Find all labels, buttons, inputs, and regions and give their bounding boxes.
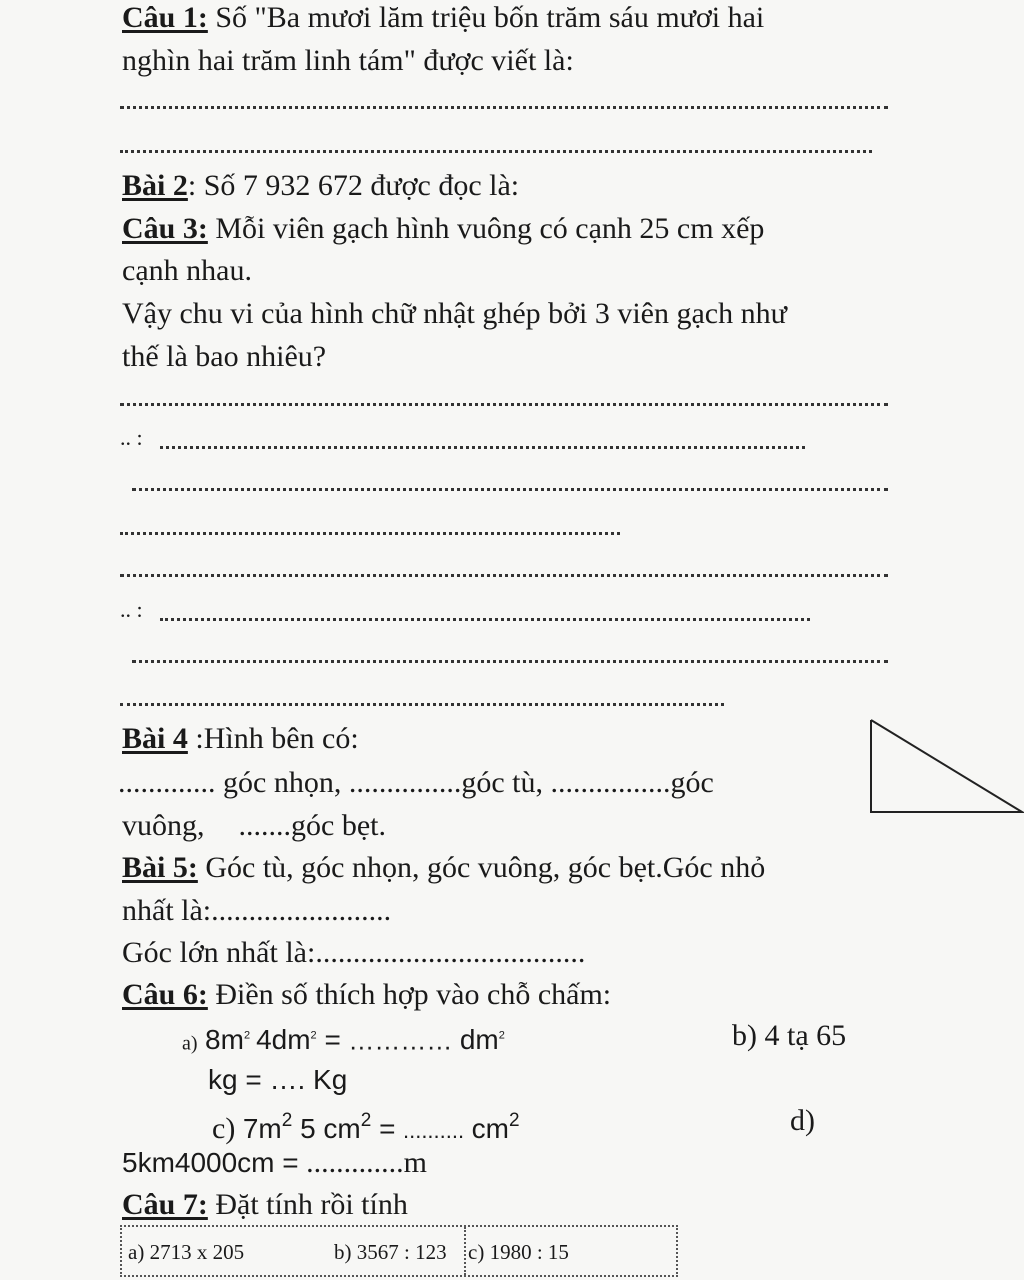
q4-text: :Hình bên có: — [187, 722, 359, 755]
q5-label: Bài 5: — [122, 851, 198, 884]
q3-text-line2: cạnh nhau. — [122, 254, 252, 287]
q7-table — [120, 1225, 678, 1277]
q4-straight: góc bẹt. — [291, 809, 386, 842]
q6-b-text: 4 tạ 65 — [764, 1019, 847, 1052]
q5-largest: Góc lớn nhất là: — [122, 936, 316, 969]
blank: .................................... — [315, 936, 586, 969]
q6-text: Điền số thích hợp vào chỗ chấm: — [207, 978, 612, 1011]
q7-a: a) 2713 x 205 — [128, 1240, 245, 1264]
q6-c-unit-text: cm — [471, 1113, 509, 1144]
q7-text: Đặt tính rồi tính — [207, 1188, 408, 1221]
q6-d-line — [122, 1145, 427, 1181]
q3-colon-mark: .. : — [120, 597, 143, 622]
q6-line1 — [122, 977, 611, 1013]
q6-a-value2: 4dm — [256, 1024, 311, 1056]
q4-line3 — [122, 808, 386, 844]
q3-text-line1: Mỗi viên gạch hình vuông có cạnh 25 cm xếp — [207, 212, 765, 245]
q5-text-line1: Góc tù, góc nhọn, góc vuông, góc bẹt.Góc nhỏ — [197, 851, 766, 884]
blank: ............... — [348, 766, 462, 799]
q6-a-prefix: a) — [182, 1032, 198, 1055]
answer-line — [160, 446, 805, 449]
q2-line — [122, 168, 519, 204]
q7-b: b) 3567 : 123 — [334, 1240, 447, 1264]
blank: ………… — [348, 1025, 453, 1056]
answer-line — [132, 660, 888, 663]
q4-right-part1: góc — [670, 766, 714, 799]
q1-text-line2: nghìn hai trăm linh tám" được viết là: — [122, 44, 574, 77]
q6-c-unit — [471, 1110, 520, 1144]
q3-text-line3: Vậy chu vi của hình chữ nhật ghép bởi 3 viên gạch như — [122, 297, 787, 330]
q4-obtuse: góc tù, — [461, 766, 551, 799]
q7-c: c) 1980 : 15 — [468, 1240, 569, 1264]
q2-label: Bài 2 — [122, 169, 188, 202]
q1-text-line1: Số "Ba mươi lăm triệu bốn trăm sáu mươi hai — [207, 1, 765, 34]
answer-line — [120, 574, 888, 577]
q4-label: Bài 4 — [122, 722, 188, 755]
q6-c-eq: = — [379, 1113, 396, 1144]
blank: ........................ — [211, 894, 392, 927]
q4-right-part2: vuông, — [122, 809, 205, 842]
q5-line2 — [122, 893, 391, 929]
q6-a-expr — [205, 1024, 341, 1055]
exponent: 2 — [281, 1110, 293, 1131]
q6-a-unit-text: dm — [459, 1024, 499, 1056]
q6-d-expr: 5km4000cm = — [122, 1147, 299, 1178]
q4-line2 — [118, 765, 714, 801]
q4-acute: góc nhọn, — [215, 766, 349, 799]
blank: ....... — [238, 809, 291, 842]
blank: ............. — [118, 766, 216, 799]
q7-label: Câu 7: — [122, 1188, 208, 1221]
blank: .......... — [402, 1118, 465, 1143]
q7-line — [122, 1187, 408, 1223]
q3-label: Câu 3: — [122, 212, 208, 245]
q3-text-line4: thế là bao nhiêu? — [122, 340, 327, 373]
q6-d-prefix: d) — [790, 1104, 815, 1137]
exponent: 2 — [508, 1110, 520, 1131]
q6-c-value: 7m — [242, 1113, 282, 1144]
q6-c-line — [212, 1103, 520, 1149]
q6-c-expr — [242, 1110, 396, 1144]
q6-c-prefix: c) — [212, 1112, 236, 1145]
answer-line — [120, 106, 888, 109]
q2-text: : Số 7 932 672 được đọc là: — [187, 169, 520, 202]
q1-label: Câu 1: — [122, 1, 208, 34]
answer-line — [120, 150, 872, 153]
q5-line3 — [122, 935, 585, 971]
q1-line1 — [122, 0, 764, 36]
q3-colon-mark: .. : — [120, 425, 143, 450]
answer-line — [120, 532, 620, 535]
q6-b-cont: kg = …. Kg — [208, 1064, 348, 1095]
exponent: 2 — [360, 1110, 372, 1131]
exponent: 2 — [243, 1030, 251, 1042]
q6-a-unit — [460, 1024, 505, 1055]
exponent: 2 — [310, 1030, 317, 1042]
blank: ............. — [306, 1146, 404, 1179]
q6-c-value2: 5 cm — [300, 1113, 361, 1144]
table-divider — [464, 1227, 466, 1275]
exponent: 2 — [498, 1030, 505, 1042]
answer-line — [120, 403, 888, 406]
blank: ................ — [550, 766, 671, 799]
q6-b-line — [732, 1018, 846, 1054]
q6-label: Câu 6: — [122, 978, 208, 1011]
q6-a-line — [182, 1018, 505, 1061]
q5-line1 — [122, 850, 765, 886]
q6-d-unit: m — [403, 1146, 427, 1179]
q3-line1 — [122, 211, 764, 247]
q6-a-value: 8m — [205, 1024, 244, 1056]
answer-line — [120, 703, 724, 706]
q6-b-prefix: b) — [732, 1019, 757, 1052]
answer-line — [132, 488, 888, 491]
q5-smallest: nhất là: — [122, 894, 212, 927]
right-triangle-figure — [865, 716, 1024, 816]
answer-line — [160, 618, 810, 621]
q6-a-eq: = — [324, 1024, 341, 1056]
q4-line1 — [122, 721, 359, 757]
